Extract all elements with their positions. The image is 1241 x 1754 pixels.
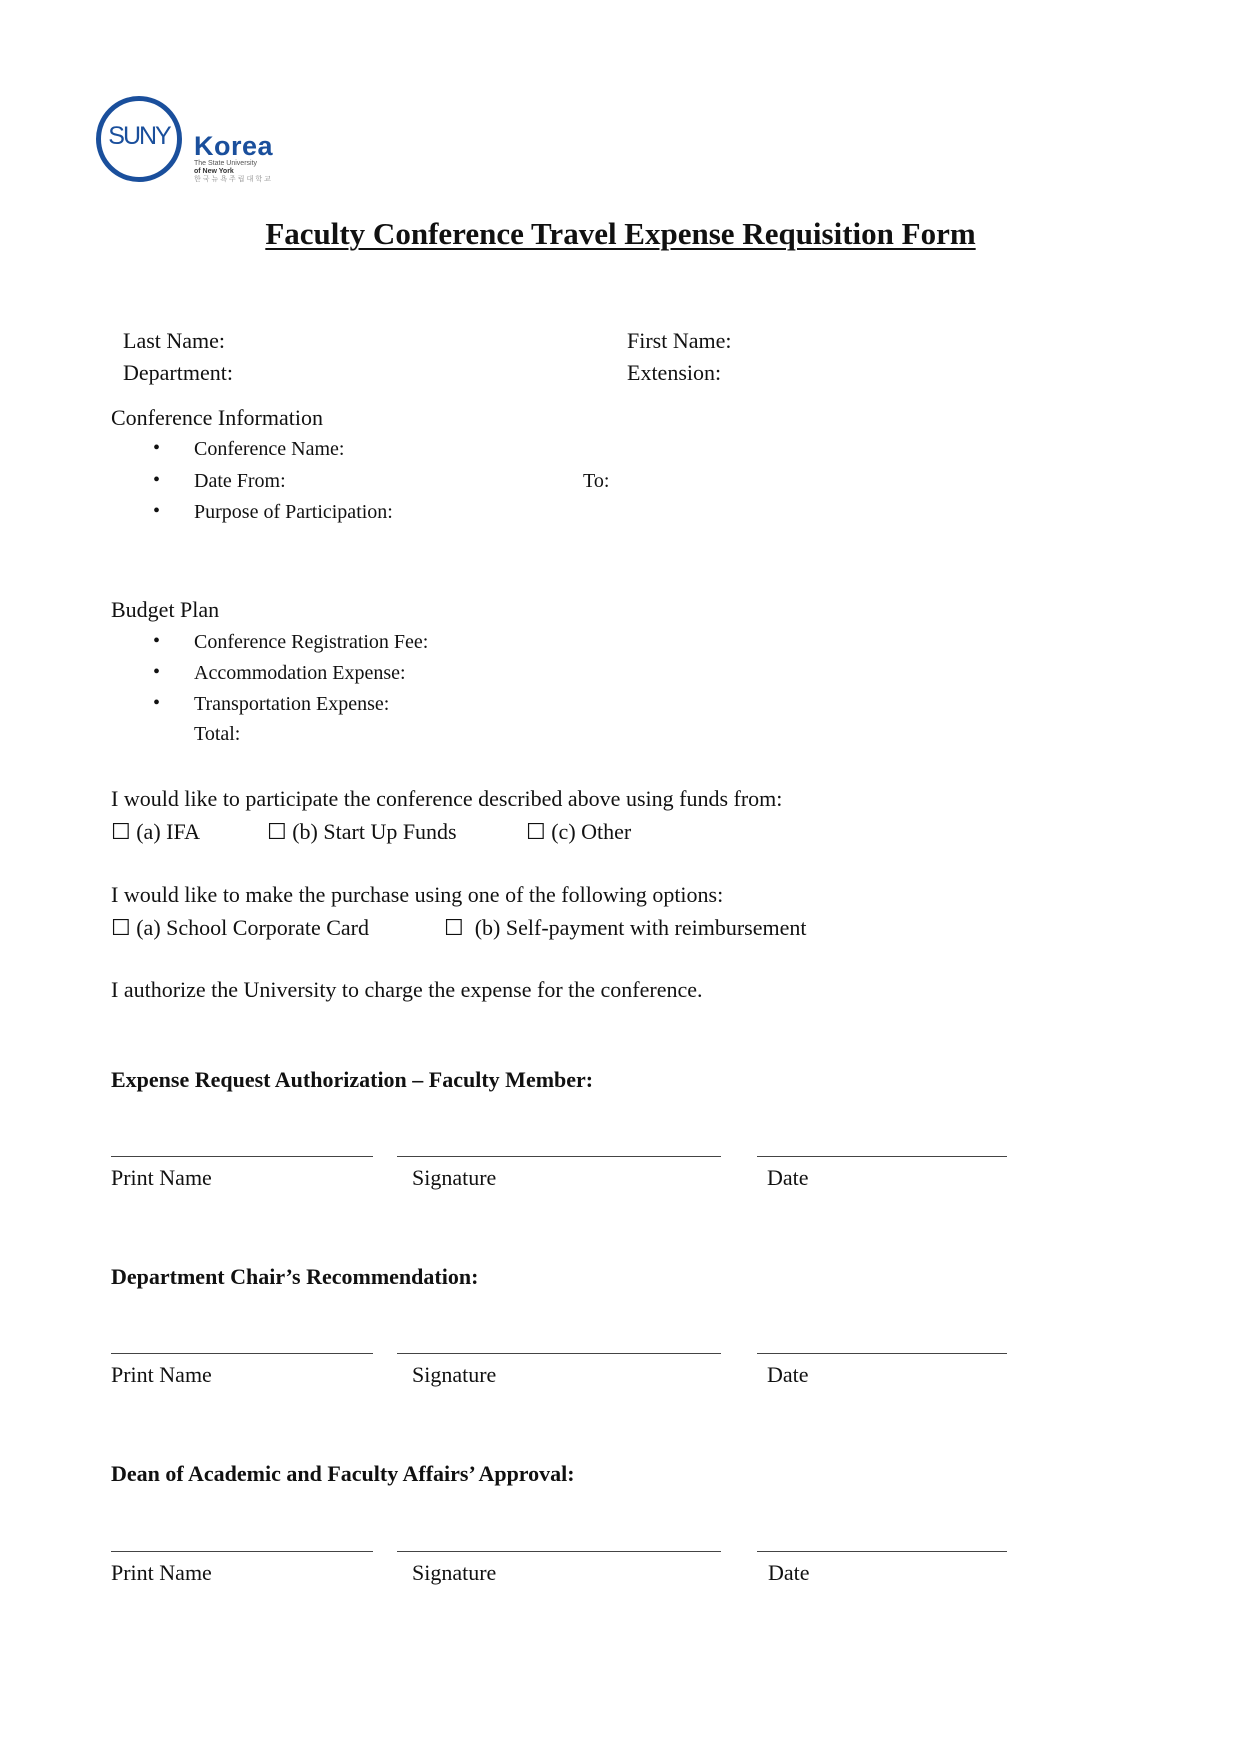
signature-label: Signature [412, 1362, 497, 1387]
form-title: Faculty Conference Travel Expense Requisition Form [265, 216, 976, 251]
funds-prompt: I would like to participate the conference described above using funds from: [111, 786, 783, 811]
purchase-prompt: I would like to make the purchase using one of the following options: [111, 882, 724, 907]
accommodation-field[interactable]: Accommodation Expense: [194, 662, 406, 684]
signature-line[interactable] [397, 1353, 721, 1354]
date-label: Date [768, 1560, 810, 1585]
authorization-statement: I authorize the University to charge the expense for the conference. [111, 977, 703, 1002]
date-to-field[interactable]: To: [583, 470, 610, 492]
purchase-option-corporate-card[interactable] [111, 915, 369, 941]
fund-option-label: (a) IFA [136, 819, 200, 844]
extension-field[interactable]: Extension: [627, 360, 722, 385]
logo-name: Korea [194, 131, 274, 161]
logo-mark: SUNY [108, 122, 170, 150]
checkbox-icon[interactable]: ☐ [111, 819, 131, 844]
bullet-icon: • [153, 469, 161, 491]
purpose-field[interactable]: Purpose of Participation: [194, 501, 393, 523]
checkbox-icon[interactable]: ☐ [267, 819, 287, 844]
signature-label: Signature [412, 1560, 497, 1585]
budget-plan-heading: Budget Plan [111, 597, 220, 622]
department-field[interactable]: Department: [123, 360, 233, 385]
signature-label: Signature [412, 1165, 497, 1190]
purchase-option-label: (b) Self-payment with reimbursement [474, 915, 807, 940]
signature-line[interactable] [397, 1156, 721, 1157]
faculty-authorization-heading: Expense Request Authorization – Faculty Member: [111, 1067, 594, 1092]
bullet-icon: • [153, 630, 161, 652]
print-name-label: Print Name [111, 1165, 212, 1190]
date-label: Date [767, 1362, 809, 1387]
logo-subtitle-2: of New York [194, 168, 234, 175]
date-label: Date [767, 1165, 809, 1190]
registration-fee-field[interactable]: Conference Registration Fee: [194, 631, 429, 653]
logo-subtitle-3: 한국뉴욕주립대학교 [194, 176, 273, 183]
last-name-field[interactable]: Last Name: [123, 328, 226, 353]
checkbox-icon[interactable]: ☐ [111, 915, 131, 940]
date-line[interactable] [757, 1156, 1007, 1157]
checkbox-icon[interactable]: ☐ [526, 819, 546, 844]
logo-subtitle-1: The State University [194, 160, 258, 167]
conference-name-field[interactable]: Conference Name: [194, 438, 345, 460]
date-line[interactable] [757, 1551, 1007, 1552]
date-line[interactable] [757, 1353, 1007, 1354]
dean-approval-heading: Dean of Academic and Faculty Affairs’ Approval: [111, 1461, 575, 1486]
chair-recommendation-heading: Department Chair’s Recommendation: [111, 1264, 479, 1289]
bullet-icon: • [153, 692, 161, 714]
fund-option-label: (c) Other [551, 819, 632, 844]
conference-info-heading: Conference Information [111, 405, 323, 430]
purchase-option-label: (a) School Corporate Card [136, 915, 369, 940]
first-name-field[interactable]: First Name: [627, 328, 732, 353]
fund-option-ifa[interactable] [111, 819, 200, 845]
print-name-line[interactable] [111, 1156, 373, 1157]
checkbox-icon[interactable]: ☐ [444, 915, 464, 940]
print-name-label: Print Name [111, 1362, 212, 1387]
fund-option-startup[interactable] [267, 819, 457, 845]
print-name-line[interactable] [111, 1551, 373, 1552]
total-field[interactable]: Total: [194, 723, 241, 745]
date-from-field[interactable]: Date From: [194, 470, 286, 492]
print-name-line[interactable] [111, 1353, 373, 1354]
transportation-field[interactable]: Transportation Expense: [194, 693, 390, 715]
bullet-icon: • [153, 661, 161, 683]
bullet-icon: • [153, 437, 161, 459]
print-name-label: Print Name [111, 1560, 212, 1585]
purchase-option-self-payment[interactable] [444, 915, 806, 941]
suny-korea-logo [96, 96, 286, 196]
bullet-icon: • [153, 500, 161, 522]
signature-line[interactable] [397, 1551, 721, 1552]
fund-option-label: (b) Start Up Funds [292, 819, 457, 844]
fund-option-other[interactable] [526, 819, 631, 845]
